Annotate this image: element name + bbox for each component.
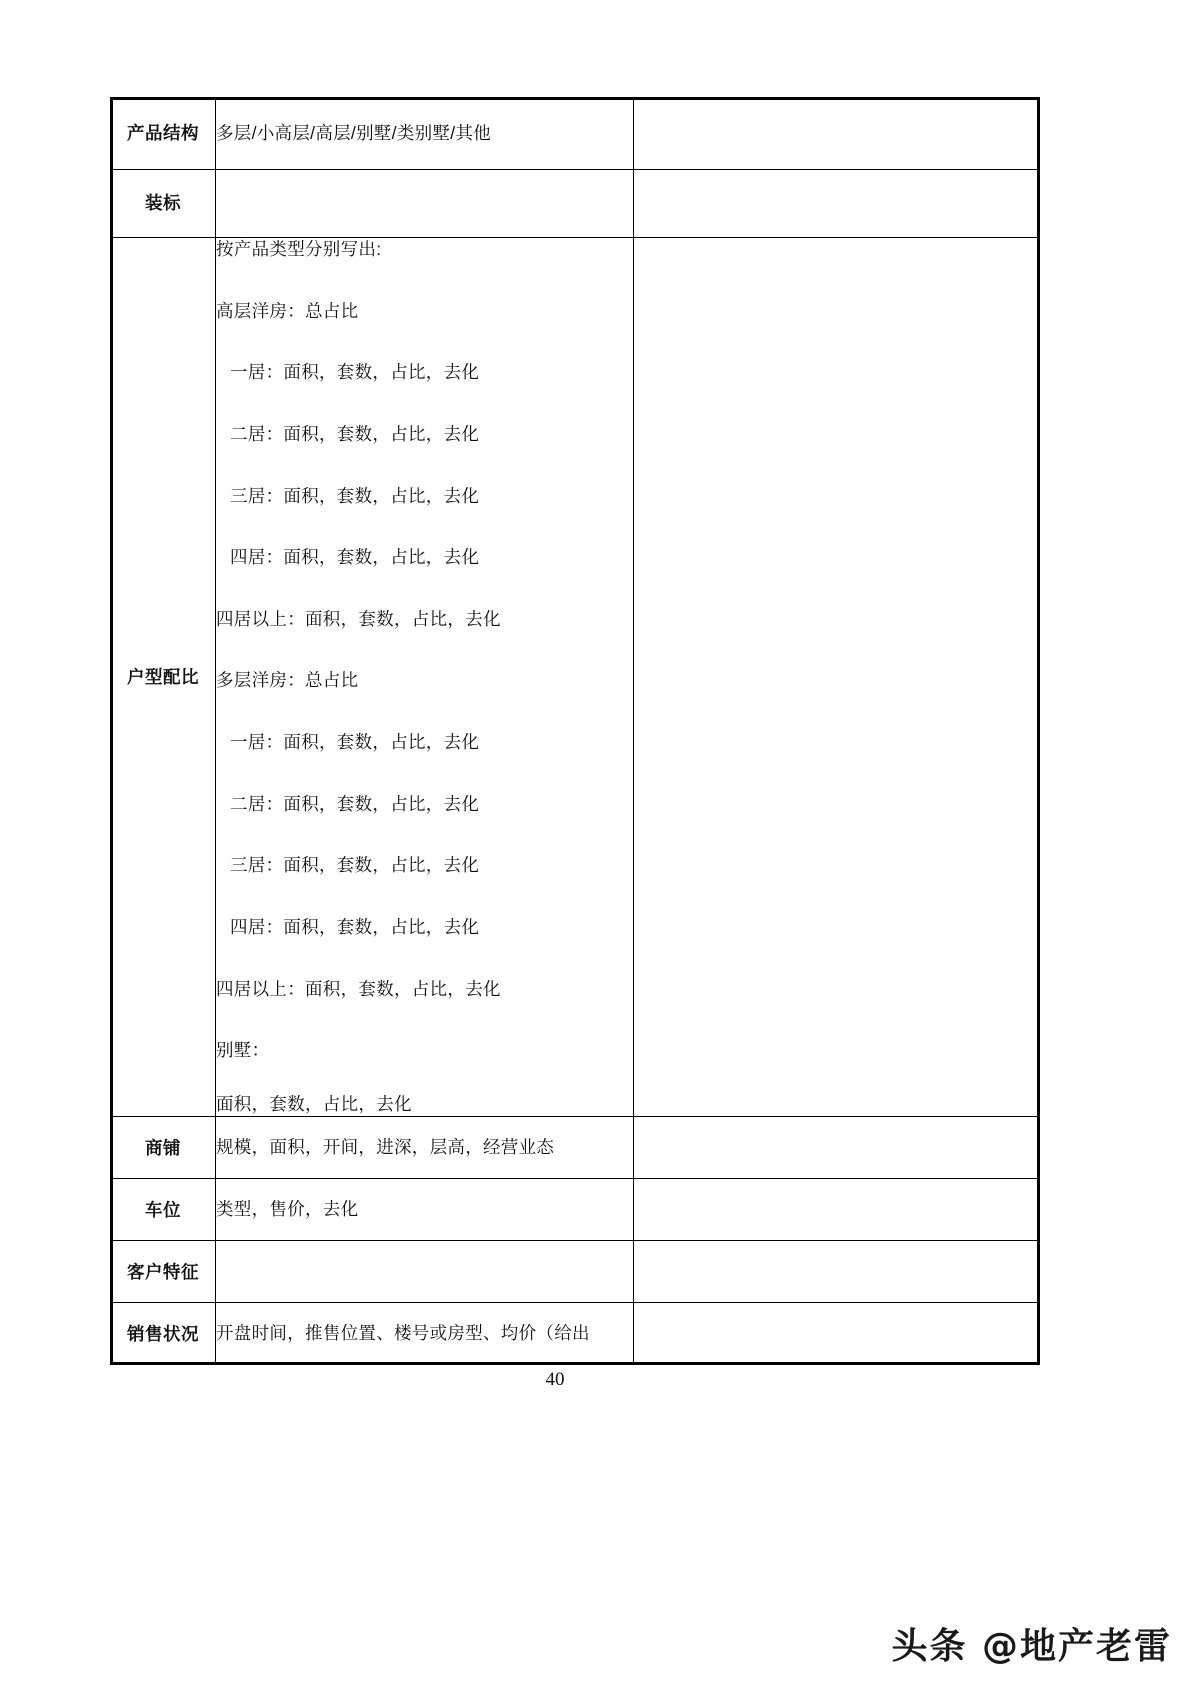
table-row — [111, 1179, 1040, 1241]
unit-mix-line: 四居以上：面积，套数，占比，去化 — [216, 978, 501, 999]
unit-mix-line: 多层洋房：总占比 — [216, 670, 359, 691]
table-row — [111, 98, 1040, 170]
row-blank-unit-mix[interactable] — [634, 238, 1040, 1117]
row-blank-shops[interactable] — [634, 1117, 1040, 1179]
table-row — [111, 170, 1040, 238]
watermark-text: 头条 @地产老雷 — [891, 1626, 1172, 1667]
unit-mix-line: 二居：面积，套数，占比，去化 — [230, 423, 480, 444]
unit-mix-line: 高层洋房：总占比 — [216, 300, 359, 321]
unit-mix-line: 面积，套数，占比，去化 — [216, 1093, 412, 1114]
table-row — [111, 238, 1040, 1117]
table-row — [111, 1117, 1040, 1179]
row-label-decoration-standard: 装标 — [111, 170, 216, 238]
unit-mix-line: 四居：面积，套数，占比，去化 — [230, 916, 480, 937]
row-description-parking: 类型，售价，去化 — [216, 1179, 634, 1241]
row-blank-product-structure[interactable] — [634, 98, 1040, 170]
row-description-decoration-standard[interactable] — [216, 170, 634, 238]
row-label-unit-mix: 户型配比 — [111, 238, 216, 1117]
row-description-unit-mix — [216, 238, 634, 1117]
project-info-table — [110, 97, 1040, 1365]
row-label-parking: 车位 — [111, 1179, 216, 1241]
row-label-sales-status: 销售状况 — [111, 1303, 216, 1365]
row-blank-customer-profile[interactable] — [634, 1241, 1040, 1303]
row-blank-parking[interactable] — [634, 1179, 1040, 1241]
table-row — [111, 1241, 1040, 1303]
table-row — [111, 1303, 1040, 1365]
unit-mix-line: 别墅： — [216, 1040, 270, 1061]
unit-mix-line: 三居：面积，套数，占比，去化 — [230, 855, 480, 876]
unit-mix-line: 按产品类型分别写出: — [216, 239, 382, 259]
unit-mix-line: 一居：面积，套数，占比，去化 — [230, 732, 480, 752]
unit-mix-line: 二居：面积，套数，占比，去化 — [230, 793, 480, 814]
page-number: 40 — [545, 1369, 565, 1390]
row-label-product-structure: 产品结构 — [111, 98, 216, 170]
unit-mix-line: 四居以上：面积，套数，占比，去化 — [216, 608, 501, 629]
row-description-shops: 规模，面积，开间，进深，层高，经营业态 — [216, 1117, 634, 1179]
row-label-customer-profile: 客户特征 — [111, 1241, 216, 1303]
unit-mix-line: 四居：面积，套数，占比，去化 — [230, 547, 480, 568]
unit-mix-line: 一居：面积，套数，占比，去化 — [230, 362, 480, 383]
row-blank-decoration-standard[interactable] — [634, 170, 1040, 238]
row-description-product-structure: 多层/小高层/高层/别墅/类别墅/其他 — [216, 98, 634, 170]
row-blank-sales-status[interactable] — [634, 1303, 1040, 1365]
row-description-sales-status: 开盘时间，推售位置、楼号或房型、均价（给出 — [216, 1303, 634, 1365]
unit-mix-line: 三居：面积，套数，占比，去化 — [230, 485, 480, 506]
row-description-customer-profile[interactable] — [216, 1241, 634, 1303]
row-label-shops: 商铺 — [111, 1117, 216, 1179]
